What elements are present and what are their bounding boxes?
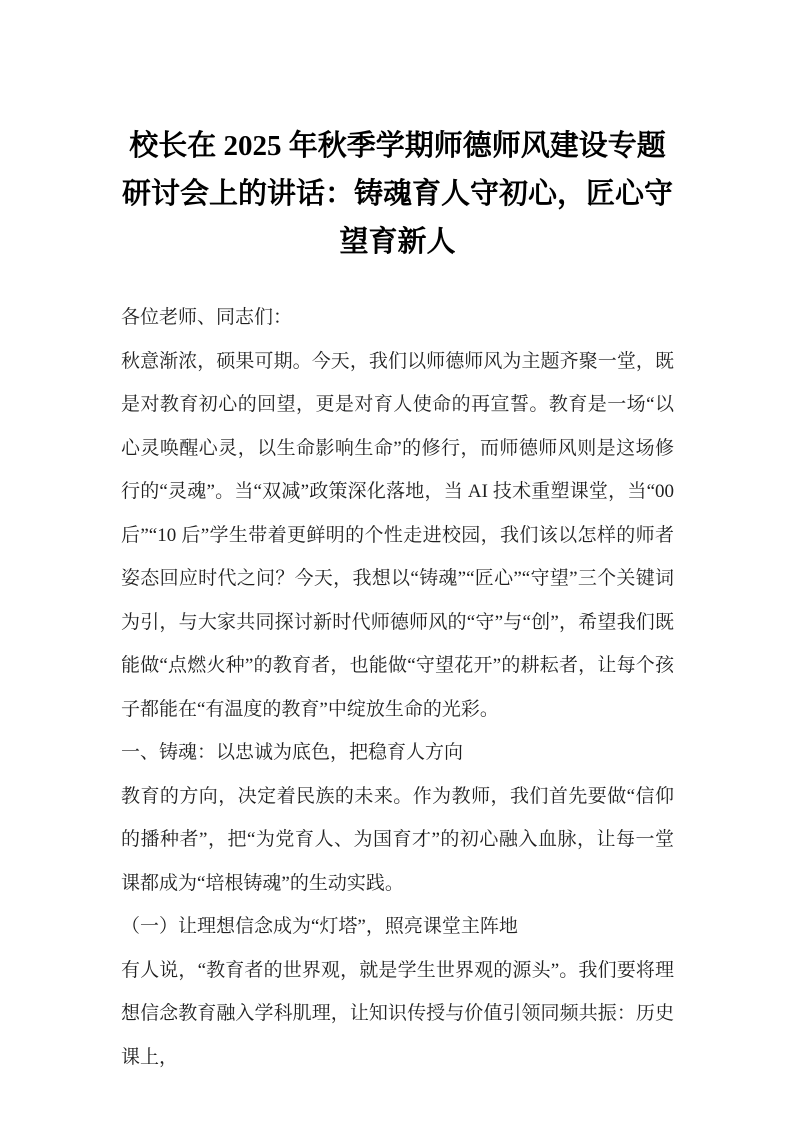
section-1-intro-paragraph: 教育的方向，决定着民族的未来。作为教师，我们首先要做“信仰的播种者”，把“为党育人、为国育才”的初心融入血脉，让每一堂课都成为“培根铸魂”的生动实践。: [121, 785, 674, 894]
salutation-line: 各位老师、同志们：: [121, 307, 293, 328]
subsection-1-1-paragraph: 有人说，“教育者的世界观，就是学生世界观的源头”。我们要将理想信念教育融入学科肌理，让知识传授与价值引领同频共振：历史课上，: [121, 959, 674, 1068]
subsection-1-1-heading: （一）让理想信念成为“灯塔”，照亮课堂主阵地: [121, 916, 518, 937]
document-title: [121, 122, 674, 266]
document-title-line-1: 校长在 2025 年秋季学期师德师风建设专题: [129, 130, 666, 162]
section-1-heading: 一、铸魂：以忠诚为底色，把稳育人方向: [121, 742, 464, 763]
document-body: [121, 296, 674, 1079]
document-title-line-2: 研讨会上的讲话：铸魂育人守初心，匠心守: [121, 178, 673, 210]
document-title-line-3: 望育新人: [339, 226, 456, 258]
opening-paragraph: 秋意渐浓，硕果可期。今天，我们以师德师风为主题齐聚一堂，既是对教育初心的回望，更是对育人使命的再宣誓。教育是一场“以心灵唤醒心灵，以生命影响生命”的修行，而师德师风则是这场修行的“灵魂”。当“双减”政策深化落地，当 AI 技术重塑课堂，当“00 后”“10 后”学生带着更鲜明的个性走进校园，我们该以怎样的师者姿态回应时代之问？今天，我想以“铸魂”“匠心”“守望”三个关键词为引，与大家共同探讨新时代师德师风的“守”与“创”，希望我们既能做“点燃火种”的教育者，也能做“守望花开”的耕耘者，让每个孩子都能在“有温度的教育”中绽放生命的光彩。: [121, 350, 674, 720]
